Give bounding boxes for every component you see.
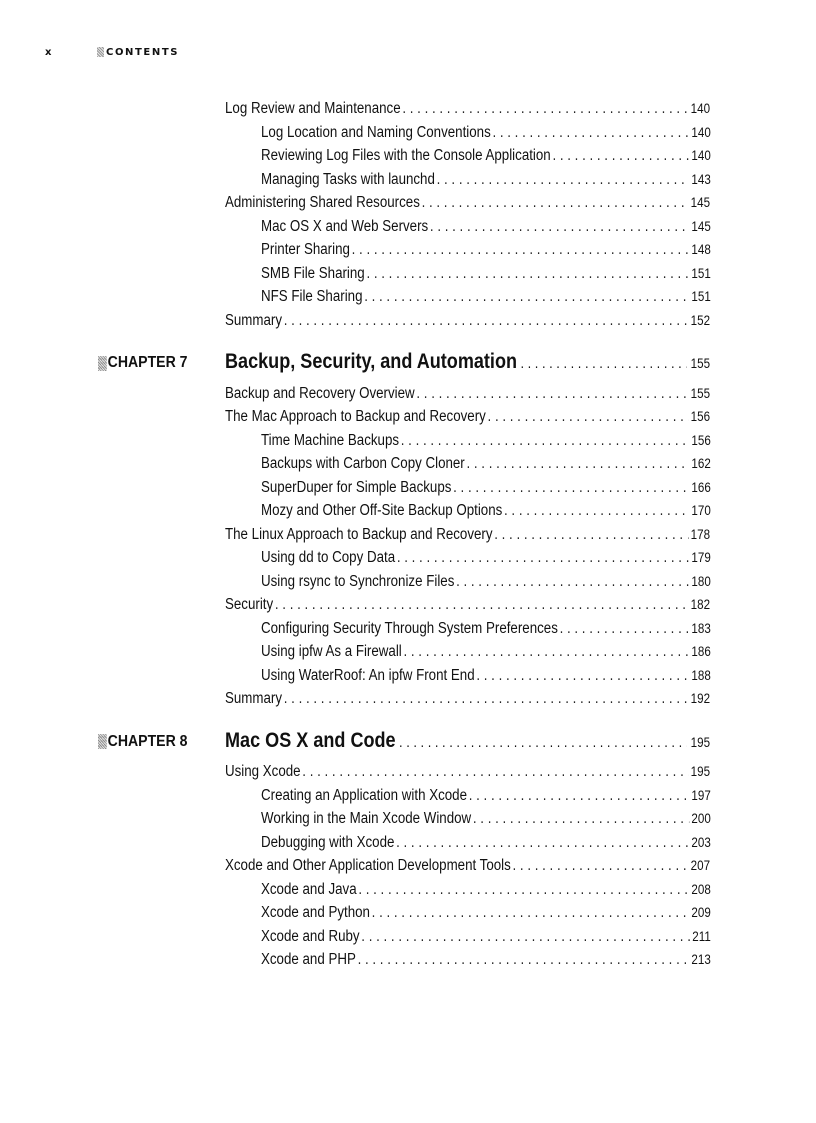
toc-row [0, 122, 816, 144]
toc-row [0, 641, 816, 663]
toc-row [0, 571, 816, 593]
toc-entry-page-number: 145 [691, 218, 711, 234]
toc-subentry[interactable] [261, 216, 711, 238]
dot-leader [560, 618, 690, 640]
toc-entry-title: Xcode and Java [261, 880, 357, 898]
toc-entry-page-number: 188 [691, 667, 711, 683]
toc-entry-page-number: 143 [691, 171, 711, 187]
dot-leader [430, 216, 690, 238]
dot-leader [361, 926, 690, 948]
dot-leader [473, 808, 690, 830]
dot-leader [437, 169, 690, 191]
running-head [45, 45, 179, 59]
toc-subentry[interactable] [261, 879, 711, 901]
toc-entry-page-number: 211 [692, 928, 711, 944]
toc-entry-title: Creating an Application with Xcode [261, 786, 468, 804]
toc-entry[interactable] [225, 688, 710, 710]
toc-entry-page-number: 145 [690, 195, 711, 210]
toc-row [0, 239, 816, 261]
toc-entry[interactable] [225, 310, 710, 332]
toc-subentry[interactable] [261, 832, 711, 854]
dot-leader [352, 239, 690, 261]
toc-row [0, 286, 816, 308]
toc-row [0, 145, 816, 167]
toc-subentry[interactable] [261, 430, 711, 452]
dot-leader [399, 734, 687, 751]
toc-entry-title: Summary [225, 311, 283, 329]
toc-entry-title: Security [225, 596, 274, 613]
dot-leader [401, 430, 690, 452]
toc-entry-page-number: 197 [691, 787, 711, 803]
toc-entry-title: Reviewing Log Files with the Console Application [261, 147, 551, 164]
toc-row [0, 406, 816, 428]
chapter-heading [0, 350, 816, 372]
toc-entry-title: Backup and Recovery Overview [225, 384, 415, 402]
dot-leader [504, 500, 690, 522]
toc-subentry[interactable] [261, 453, 711, 475]
toc-entry-title: Xcode and Ruby [261, 927, 360, 945]
toc-subentry[interactable] [261, 785, 711, 807]
toc-entry-page-number: 209 [691, 905, 711, 920]
toc-row [0, 524, 816, 546]
toc-entry-page-number: 140 [691, 148, 711, 163]
toc-entry-page-number: 148 [691, 242, 711, 257]
toc-entry-page-number: 151 [691, 289, 711, 304]
toc-entry-title: The Mac Approach to Backup and Recovery [225, 408, 486, 425]
toc-subentry[interactable] [261, 169, 711, 191]
dot-leader [456, 571, 690, 593]
toc-entry-title: The Linux Approach to Backup and Recovery [225, 525, 493, 543]
toc-entry[interactable] [225, 524, 710, 546]
page-number: x [45, 46, 54, 58]
toc-entry-page-number: 192 [690, 691, 711, 706]
toc-entry-title: Summary [225, 690, 283, 707]
toc-entry-page-number: 140 [691, 124, 711, 140]
toc-entry-title: SMB File Sharing [261, 264, 365, 282]
chapter-heading [0, 729, 816, 751]
toc-row [0, 169, 816, 191]
toc-entry-title: Log Location and Naming Conventions [261, 123, 491, 141]
toc-entry-page-number: 156 [691, 432, 711, 448]
dot-leader [494, 524, 689, 546]
toc-entry-page-number: 195 [690, 764, 711, 779]
toc-entry-page-number: 186 [691, 644, 711, 659]
toc-subentry[interactable] [261, 902, 711, 924]
toc-row [0, 926, 816, 948]
toc-row [0, 785, 816, 807]
toc-entry-title: Xcode and Python [261, 904, 370, 921]
toc-entry[interactable] [225, 761, 710, 783]
toc-row [0, 98, 816, 120]
toc-entry-page-number: 152 [690, 312, 711, 328]
toc-entry-page-number: 200 [691, 811, 711, 826]
toc-subentry[interactable] [261, 263, 711, 285]
toc-row [0, 216, 816, 238]
toc-subentry[interactable] [261, 926, 711, 948]
toc-row [0, 761, 816, 783]
toc-subentry[interactable] [261, 808, 711, 830]
toc-entry-title: Working in the Main Xcode Window [261, 810, 472, 827]
toc-entry-page-number: 170 [691, 503, 711, 518]
toc-entry-page-number: 155 [690, 385, 711, 401]
toc-entry[interactable] [225, 192, 710, 214]
toc-subentry[interactable] [261, 145, 711, 167]
dot-leader [372, 902, 690, 924]
dot-leader [358, 949, 690, 971]
toc-entry-page-number: 140 [690, 101, 711, 116]
chapter-title: Backup, Security, and Automation [225, 350, 518, 373]
toc-entry-page-number: 178 [690, 526, 711, 542]
toc-entry-page-number: 166 [691, 479, 711, 495]
toc-entry-page-number: 179 [691, 550, 711, 565]
toc-entry-title: Mozy and Other Off-Site Backup Options [261, 502, 503, 519]
dot-leader [416, 383, 689, 405]
toc-entry-page-number: 207 [690, 858, 711, 873]
dot-leader [284, 310, 689, 332]
toc-entry-page-number: 208 [691, 881, 711, 897]
toc-entry-title: Administering Shared Resources [225, 194, 420, 211]
toc-row [0, 453, 816, 475]
toc-entry-title: Mac OS X and Web Servers [261, 217, 429, 235]
toc-row [0, 263, 816, 285]
toc-row [0, 688, 816, 710]
toc-row [0, 594, 816, 616]
dot-leader [492, 122, 689, 144]
toc-entry-title: Time Machine Backups [261, 431, 400, 449]
toc-row [0, 477, 816, 499]
chapter-label-text: CHAPTER 8 [107, 732, 188, 750]
dot-leader [488, 406, 689, 428]
toc-entry-page-number: 162 [691, 456, 711, 471]
dot-leader [520, 355, 687, 372]
toc-row [0, 192, 816, 214]
dot-leader [453, 477, 690, 499]
dot-leader [358, 879, 689, 901]
toc-subentry[interactable] [261, 239, 711, 261]
dot-leader [364, 286, 689, 308]
toc-entry-title: Using Xcode [225, 763, 301, 780]
toc-entry-title: Configuring Security Through System Preferences [261, 619, 558, 637]
dot-leader [476, 665, 689, 687]
toc-row [0, 855, 816, 877]
toc-entry-title: Xcode and PHP [261, 951, 356, 968]
dot-leader [284, 688, 689, 710]
dot-leader [275, 594, 689, 616]
dot-leader [396, 832, 690, 854]
chapter-label [98, 731, 187, 753]
dot-leader [513, 855, 689, 877]
running-head-section: CONTENTS [106, 46, 180, 58]
toc-entry[interactable] [225, 98, 710, 120]
dot-leader [552, 145, 689, 167]
toc-entry-title: Using ipfw As a Firewall [261, 643, 402, 660]
toc-entry-page-number: 213 [691, 952, 711, 967]
toc-row [0, 383, 816, 405]
toc-subentry[interactable] [261, 641, 711, 663]
toc-entry[interactable] [225, 406, 710, 428]
toc-entry-page-number: 203 [691, 834, 711, 850]
toc-row [0, 808, 816, 830]
toc-subentry[interactable] [261, 618, 711, 640]
chapter-label [98, 352, 187, 374]
toc-entry-title: Printer Sharing [261, 241, 350, 258]
dot-leader [422, 192, 689, 214]
toc-entry-title: Debugging with Xcode [261, 833, 395, 851]
chapter-page-number: 155 [690, 356, 711, 371]
chapter-page-number: 195 [690, 734, 711, 750]
toc-entry-page-number: 182 [690, 597, 711, 612]
toc-subentry[interactable] [261, 286, 711, 308]
toc-row [0, 665, 816, 687]
section-marker-icon [97, 47, 104, 57]
toc-subentry[interactable] [261, 547, 711, 569]
toc-subentry[interactable] [261, 122, 711, 144]
toc-entry-title: Log Review and Maintenance [225, 100, 401, 117]
toc-row [0, 430, 816, 452]
toc-subentry[interactable] [261, 477, 711, 499]
chapter-marker-icon [98, 734, 107, 749]
chapter-entry[interactable] [225, 350, 710, 376]
toc-entry-title: SuperDuper for Simple Backups [261, 478, 452, 496]
toc-entry-page-number: 180 [691, 573, 711, 589]
toc-subentry[interactable] [261, 500, 711, 522]
toc-entry-page-number: 151 [691, 265, 711, 281]
toc-row [0, 500, 816, 522]
toc-entry-title: Using rsync to Synchronize Files [261, 572, 455, 590]
toc-row [0, 832, 816, 854]
toc-entry-title: Backups with Carbon Copy Cloner [261, 455, 465, 472]
chapter-entry[interactable] [225, 729, 710, 755]
toc-entry[interactable] [225, 383, 710, 405]
toc-entry-page-number: 156 [690, 409, 711, 424]
chapter-title: Mac OS X and Code [225, 728, 396, 752]
dot-leader [466, 453, 689, 475]
dot-leader [403, 641, 689, 663]
toc-entry-page-number: 183 [691, 620, 711, 636]
dot-leader [302, 761, 689, 783]
toc-subentry[interactable] [261, 571, 711, 593]
toc-entry-title: Xcode and Other Application Development Tools [225, 857, 511, 874]
dot-leader [397, 547, 690, 569]
toc-row [0, 902, 816, 924]
toc-row [0, 547, 816, 569]
chapter-marker-icon [98, 356, 107, 371]
toc-subentry[interactable] [261, 949, 711, 971]
dot-leader [469, 785, 690, 807]
toc-row [0, 879, 816, 901]
toc-subentry[interactable] [261, 665, 711, 687]
toc-entry-title: Using WaterRoof: An ipfw Front End [261, 666, 475, 684]
toc-entry-title: NFS File Sharing [261, 288, 363, 305]
dot-leader [366, 263, 689, 285]
toc-row [0, 618, 816, 640]
toc-row [0, 949, 816, 971]
toc-entry-title: Managing Tasks with launchd [261, 170, 435, 188]
toc-entry-title: Using dd to Copy Data [261, 549, 396, 566]
dot-leader [402, 98, 689, 120]
chapter-label-text: CHAPTER 7 [107, 354, 188, 371]
toc-entry[interactable] [225, 855, 710, 877]
toc-entry[interactable] [225, 594, 710, 616]
toc-row [0, 310, 816, 332]
